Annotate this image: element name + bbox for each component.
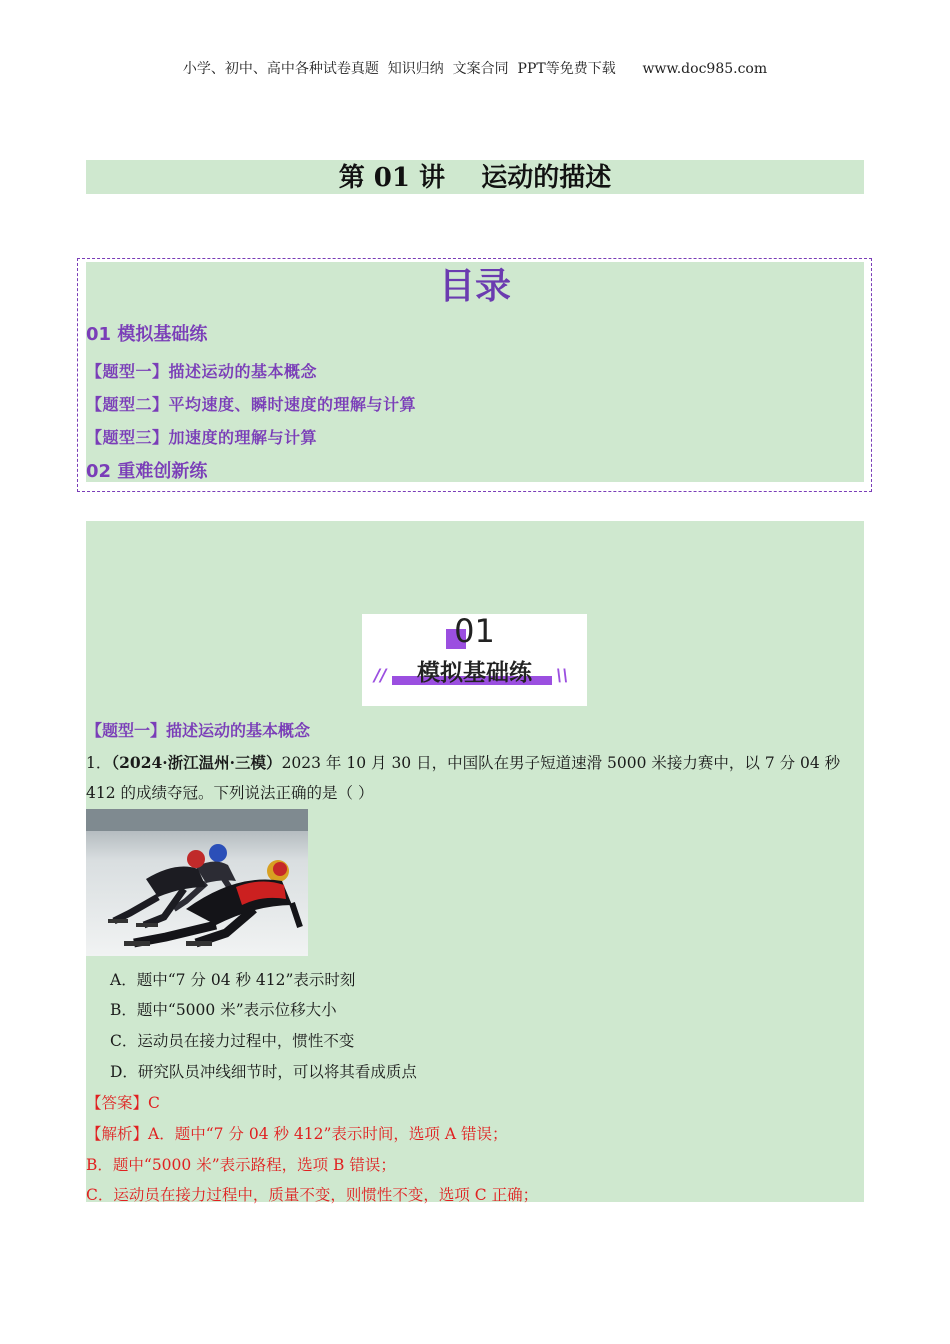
- speed-skating-photo: [86, 809, 308, 956]
- option-c[interactable]: C．运动员在接力过程中，惯性不变: [110, 1032, 355, 1050]
- option-a[interactable]: A．题中“7 分 04 秒 412”表示时刻: [110, 971, 356, 989]
- analysis-line-2: B．题中“5000 米”表示路程，选项 B 错误；: [86, 1156, 396, 1174]
- toc-item-type-1[interactable]: 【题型一】描述运动的基本概念: [86, 362, 318, 381]
- badge-slash-left-icon: //: [374, 666, 387, 686]
- question-source: （2024·浙江温州·三模）: [111, 753, 282, 772]
- option-d[interactable]: D．研究队员冲线细节时，可以将其看成质点: [110, 1063, 417, 1081]
- toc-section-2[interactable]: 02 重难创新练: [86, 461, 208, 482]
- question-number: 1．: [86, 754, 112, 772]
- analysis-line-3: C．运动员在接力过程中，质量不变，则惯性不变，选项 C 正确；: [86, 1186, 539, 1204]
- page-header: 小学、初中、高中各种试卷真题 知识归纳 文案合同 PPT等免费下载 www.doc985.com: [182, 61, 768, 77]
- toc-item-type-3[interactable]: 【题型三】加速度的理解与计算: [86, 428, 318, 447]
- badge-label: 模拟基础练: [417, 660, 532, 686]
- toc-item-type-2[interactable]: 【题型二】平均速度、瞬时速度的理解与计算: [86, 395, 417, 414]
- toc-heading: 目录: [438, 266, 511, 307]
- toc-section-1[interactable]: 01 模拟基础练: [86, 324, 208, 345]
- question-body: 2023 年 10 月 30 日，中国队在男子短道速滑 5000 米接力赛中，以 7 分 04 秒 412 的成绩夺冠。下列说法正确的是（ ）: [86, 754, 841, 802]
- question-text: [86, 748, 858, 808]
- option-b[interactable]: B．题中“5000 米”表示位移大小: [110, 1001, 337, 1019]
- analysis-line-1: 【解析】A．题中“7 分 04 秒 412”表示时间，选项 A 错误；: [86, 1125, 508, 1143]
- answer-line: 【答案】C: [86, 1094, 160, 1112]
- badge-slash-right-icon: \\: [556, 666, 569, 686]
- badge-number: 01: [454, 612, 495, 650]
- page-title: 第 01 讲 运动的描述: [338, 163, 612, 193]
- question-type-heading: 【题型一】描述运动的基本概念: [86, 721, 311, 740]
